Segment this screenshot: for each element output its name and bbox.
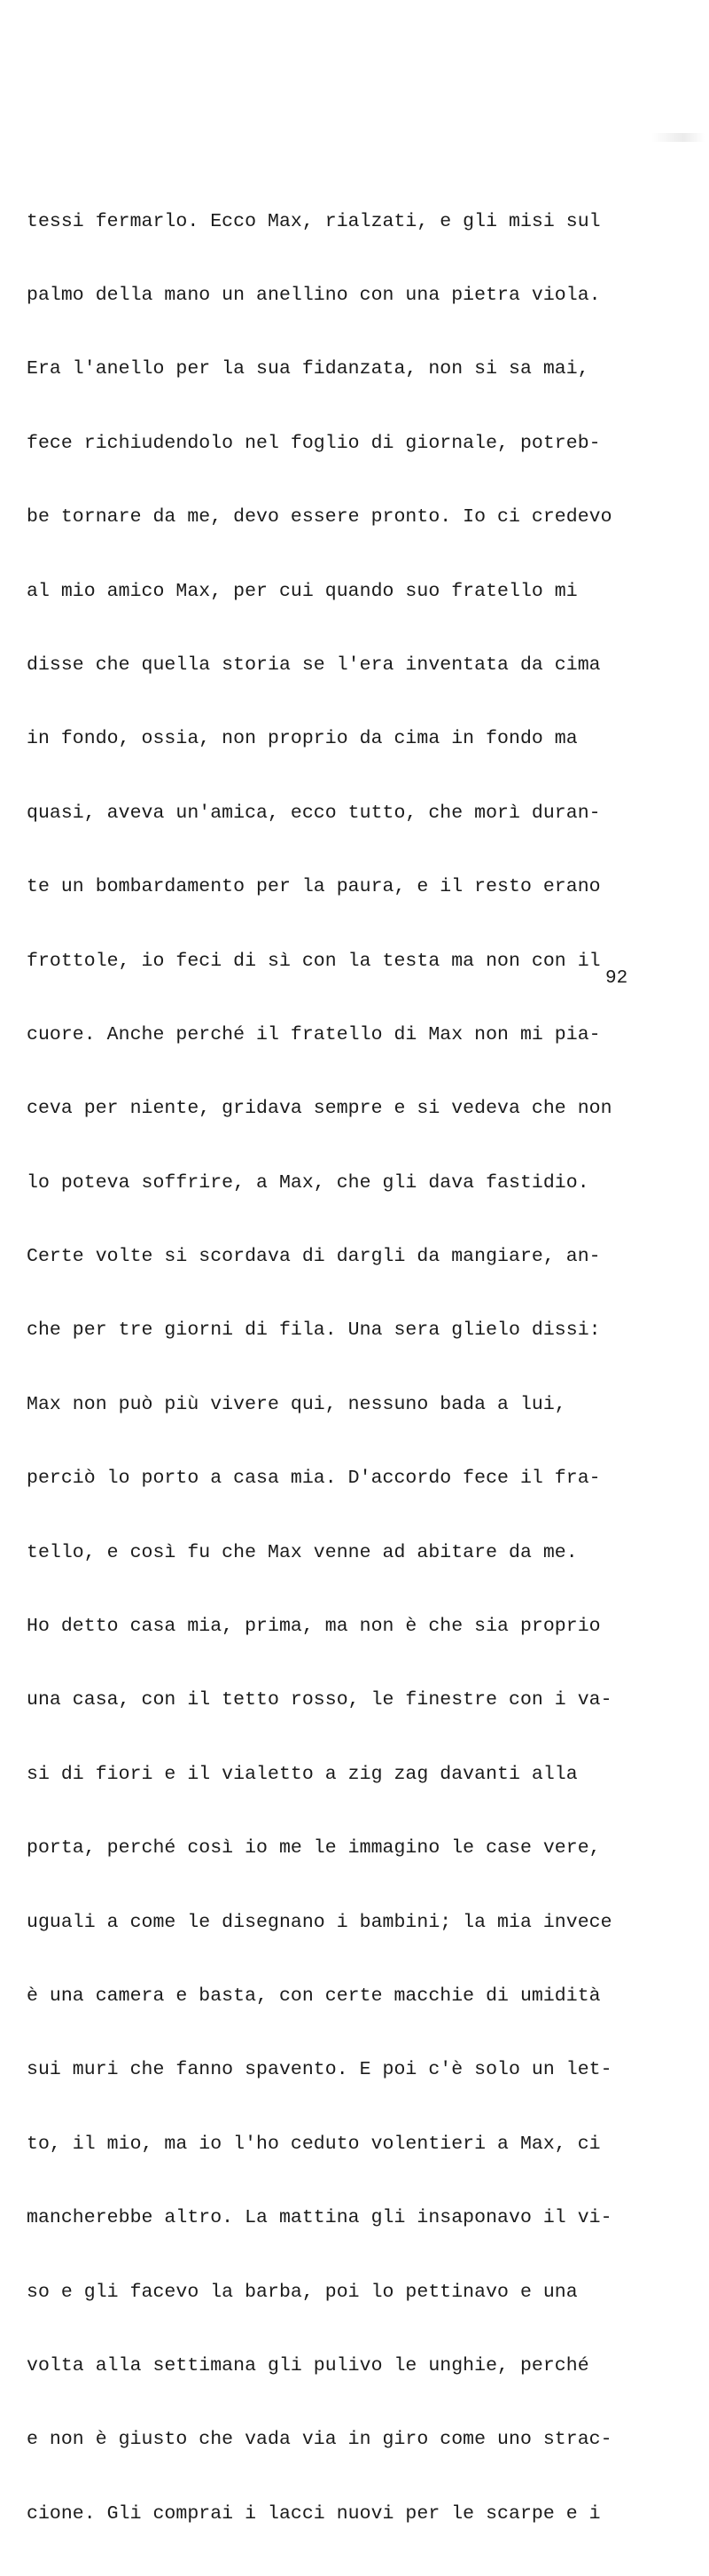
text-line: frottole, io feci di sì con la testa ma non con il	[27, 950, 601, 972]
text-line: ceva per niente, gridava sempre e si vedeva che non	[27, 1098, 612, 1120]
body-text	[27, 161, 700, 2576]
text-line: to, il mio, ma io l'ho ceduto volentieri a Max, ci	[27, 2133, 601, 2155]
text-line: si di fiori e il vialetto a zig zag davanti alla	[27, 1763, 578, 1785]
text-line: in fondo, ossia, non proprio da cima in fondo ma	[27, 728, 578, 750]
text-line: disse che quella storia se l'era inventata da cima	[27, 654, 601, 676]
text-line: quasi, aveva un'amica, ecco tutto, che morì duran-	[27, 802, 601, 824]
text-line: Max non può più vivere qui, nessuno bada a lui,	[27, 1393, 566, 1415]
text-line: e non è giusto che vada via in giro come uno strac-	[27, 2429, 612, 2451]
text-line: so e gli facevo la barba, poi lo pettinavo e una	[27, 2281, 578, 2303]
text-line: mancherebbe altro. La mattina gli insaponavo il vi-	[27, 2207, 612, 2229]
text-line: te un bombardamento per la paura, e il resto erano	[27, 876, 601, 898]
text-line: porta, perché così io me le immagino le case vere,	[27, 1837, 601, 1860]
text-line: una casa, con il tetto rosso, le finestre con i va-	[27, 1689, 612, 1711]
text-line: che per tre giorni di fila. Una sera glielo dissi:	[27, 1319, 601, 1342]
text-line: cione. Gli comprai i lacci nuovi per le scarpe e i	[27, 2502, 601, 2525]
text-line: al mio amico Max, per cui quando suo fratello mi	[27, 580, 578, 602]
text-line: fece richiudendolo nel foglio di giornale, potreb-	[27, 432, 601, 454]
text-line: è una camera e basta, con certe macchie di umidità	[27, 1985, 601, 2007]
text-line: Certe volte si scordava di dargli da mangiare, an-	[27, 1246, 601, 1268]
text-line: tessi fermarlo. Ecco Max, rialzati, e gli misi sul	[27, 210, 601, 232]
show-through-mark	[651, 133, 705, 142]
text-line: perciò lo porto a casa mia. D'accordo fece il fra-	[27, 1468, 601, 1490]
text-line: tello, e così fu che Max venne ad abitare da me.	[27, 1541, 578, 1563]
page-number: 92	[605, 968, 628, 989]
text-line: palmo della mano un anellino con una pietra viola.	[27, 284, 601, 306]
text-line: lo poteva soffrire, a Max, che gli dava fastidio.	[27, 1171, 589, 1194]
text-line: volta alla settimana gli pulivo le unghie, perché	[27, 2354, 589, 2376]
text-line: uguali a come le disegnano i bambini; la mia invece	[27, 1911, 612, 1933]
text-line: Era l'anello per la sua fidanzata, non si sa mai,	[27, 358, 589, 380]
text-line: sui muri che fanno spavento. E poi c'è solo un let-	[27, 2059, 612, 2081]
text-line: be tornare da me, devo essere pronto. Io ci credevo	[27, 506, 612, 529]
text-line: Ho detto casa mia, prima, ma non è che sia proprio	[27, 1616, 601, 1638]
text-line: cuore. Anche perché il fratello di Max non mi pia-	[27, 1023, 601, 1045]
